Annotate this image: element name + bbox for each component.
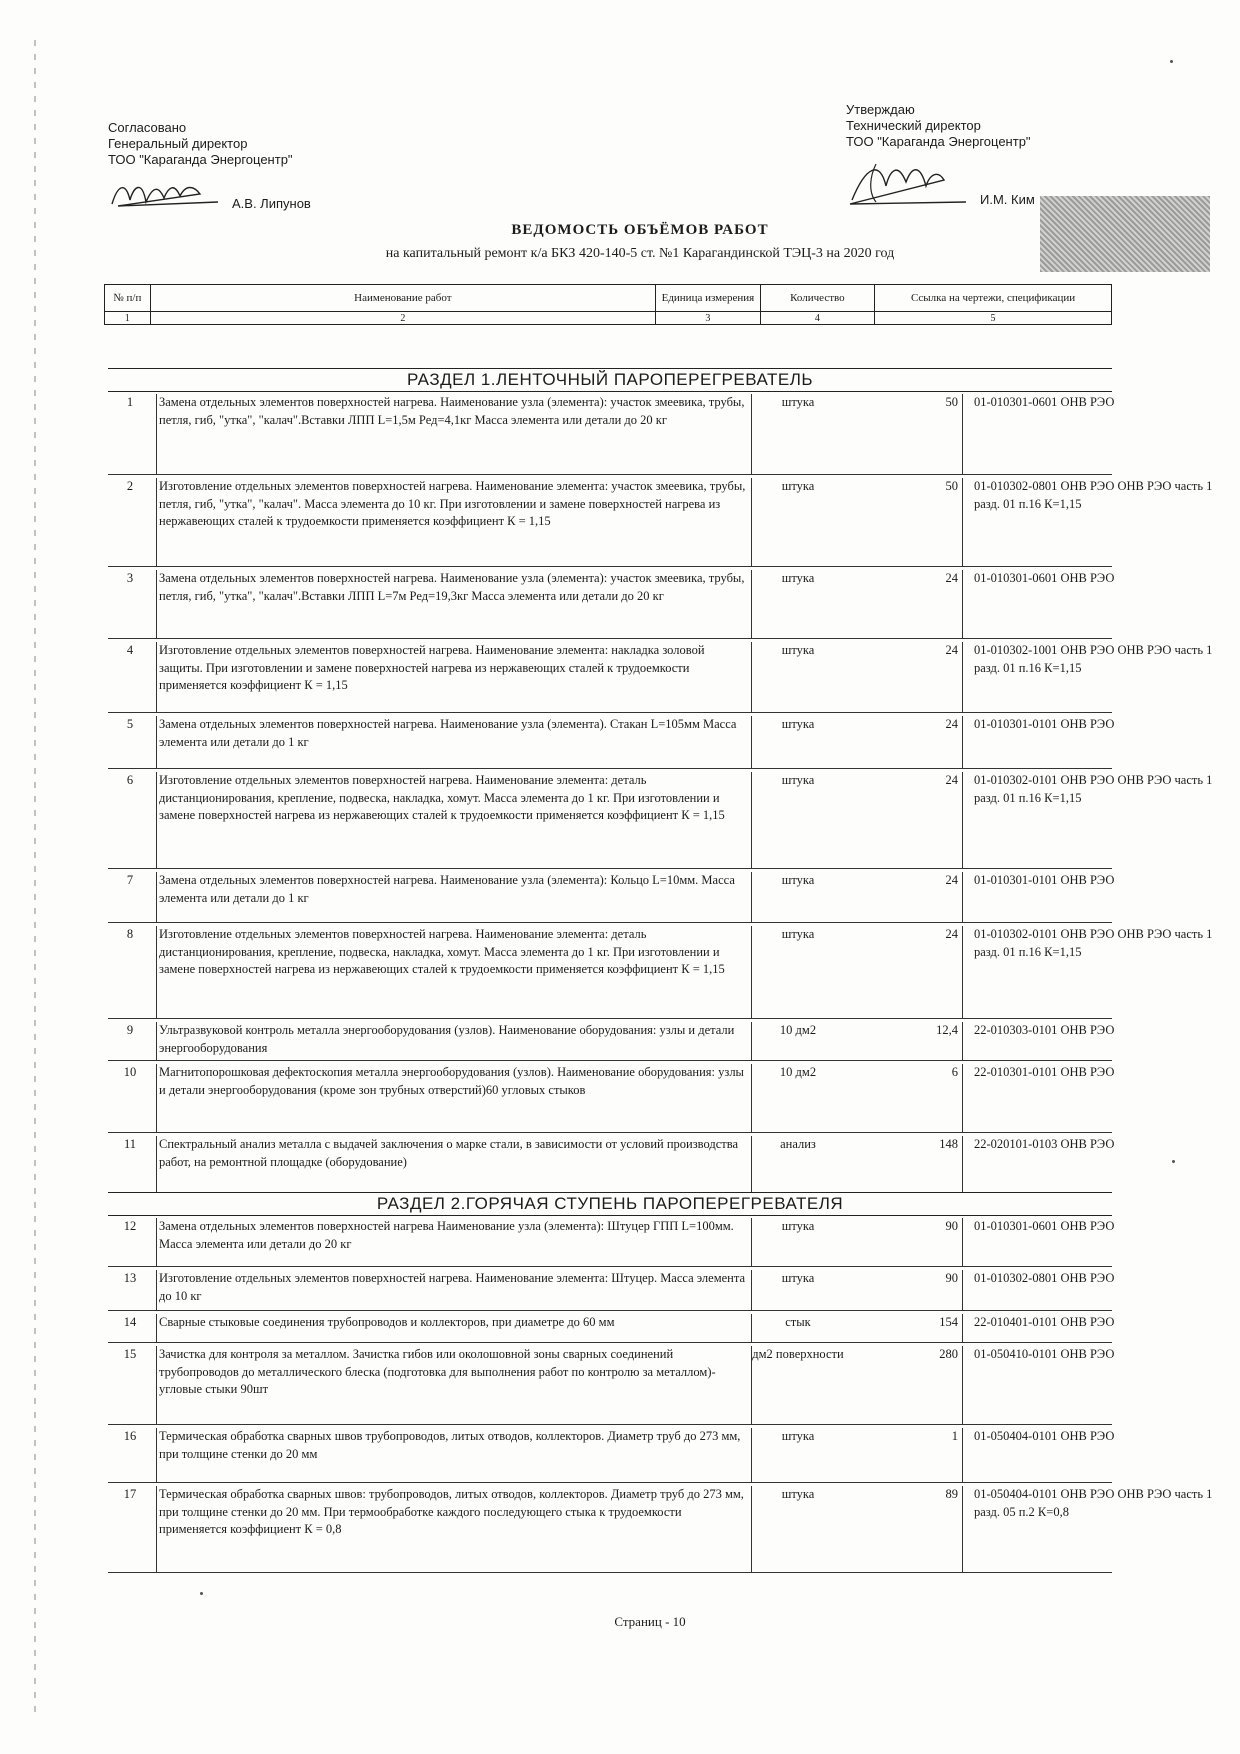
row-unit: дм2 поверхности xyxy=(752,1347,844,1361)
row-divider xyxy=(108,922,1112,923)
row-unit: штука xyxy=(781,773,815,787)
row-work-name: Ультразвуковой контроль металла энергооборудования (узлов). Наименование оборудования: узлы и детали энергооборудования xyxy=(156,1022,752,1060)
row-reference: 01-010301-0601 ОНВ РЭО xyxy=(974,1219,1115,1233)
table-row xyxy=(108,716,1115,768)
table-row xyxy=(108,1270,1115,1310)
signature-left xyxy=(108,174,228,212)
row-reference: 01-010302-0101 ОНВ РЭО ОНВ РЭО часть 1 разд. 01 п.16 К=1,15 xyxy=(974,927,1213,959)
scan-speck xyxy=(1172,1160,1175,1163)
row-unit: штука xyxy=(781,873,815,887)
header-num: № п/п xyxy=(105,285,151,312)
row-work-name: Сварные стыковые соединения трубопроводов и коллекторов, при диаметре до 60 мм xyxy=(156,1314,752,1342)
row-quantity: 1 xyxy=(848,1428,963,1482)
table-row xyxy=(108,1136,1115,1192)
row-number: 3 xyxy=(126,571,134,585)
approval-company: ТОО "Караганда Энергоцентр" xyxy=(108,152,293,167)
row-reference: 01-050404-0101 ОНВ РЭО xyxy=(974,1429,1115,1443)
row-reference: 22-020101-0103 ОНВ РЭО xyxy=(974,1137,1115,1151)
row-work-name: Изготовление отдельных элементов поверхностей нагрева. Наименование элемента: деталь дистанционирования, крепление, подвеска, накладка, хомут. Масса элемента до 1 кг. При изготовлении и замене поверхностей нагрева из нержавеющих сталей к трудоемкости применяется коэффициент К = 1,15 xyxy=(156,772,752,868)
table-row xyxy=(108,478,1213,566)
approval-agreed-block xyxy=(108,120,388,212)
row-work-name: Термическая обработка сварных швов: трубопроводов, литых отводов, коллекторов. Диаметр труб до 273 мм, при толщине стенки до 20 мм. При термообработке каждого последующего стыка к трудоемкости применяется коэффициент К = 0,8 xyxy=(156,1486,752,1572)
row-divider xyxy=(108,1482,1112,1483)
row-unit: штука xyxy=(781,479,815,493)
row-work-name: Замена отдельных элементов поверхностей нагрева Наименование узла (элемента): Штуцер ГПП L=100мм. Масса элемента или детали до 20 кг xyxy=(156,1218,752,1266)
table-row xyxy=(108,1486,1213,1572)
section-heading: РАЗДЕЛ 1.ЛЕНТОЧНЫЙ ПАРОПЕРЕГРЕВАТЕЛЬ xyxy=(108,368,1112,392)
row-unit: штука xyxy=(781,643,815,657)
row-quantity: 24 xyxy=(848,772,963,868)
row-quantity: 12,4 xyxy=(848,1022,963,1060)
row-number: 16 xyxy=(123,1429,137,1443)
row-divider xyxy=(108,712,1112,713)
row-quantity: 24 xyxy=(848,926,963,1018)
table-header xyxy=(104,284,1112,325)
row-unit: штука xyxy=(781,717,815,731)
row-divider xyxy=(108,768,1112,769)
row-quantity: 24 xyxy=(848,642,963,712)
approval-title: Утверждаю xyxy=(846,102,915,117)
row-unit: штука xyxy=(781,1271,815,1285)
row-unit: 10 дм2 xyxy=(779,1065,817,1079)
scan-speck xyxy=(200,1592,203,1595)
row-divider xyxy=(108,868,1112,869)
row-number: 6 xyxy=(126,773,134,787)
row-quantity: 50 xyxy=(848,394,963,474)
table-row xyxy=(108,1314,1115,1342)
approval-signer: И.М. Ким xyxy=(980,192,1035,207)
row-divider xyxy=(108,1310,1112,1311)
row-divider xyxy=(108,1342,1112,1343)
row-work-name: Замена отдельных элементов поверхностей нагрева. Наименование узла (элемента): участок змеевика, трубы, петля, гиб, "утка", "калач".Вставки ЛПП L=1,5м Ред=4,1кг Масса элемента или детали до 20 кг xyxy=(156,394,752,474)
row-divider xyxy=(108,474,1112,475)
row-reference: 01-010301-0601 ОНВ РЭО xyxy=(974,571,1115,585)
col-number: 5 xyxy=(875,312,1112,325)
row-unit: штука xyxy=(781,571,815,585)
table-row xyxy=(108,1428,1115,1482)
row-divider xyxy=(108,1424,1112,1425)
row-divider xyxy=(108,1060,1112,1061)
row-number: 15 xyxy=(123,1347,137,1361)
row-number: 8 xyxy=(126,927,134,941)
row-quantity: 50 xyxy=(848,478,963,566)
row-reference: 01-010301-0101 ОНВ РЭО xyxy=(974,717,1115,731)
row-divider xyxy=(108,1266,1112,1267)
header-ref: Ссылка на чертежи, спецификации xyxy=(875,285,1112,312)
row-number: 14 xyxy=(123,1315,137,1329)
approval-position: Технический директор xyxy=(846,118,981,133)
col-number: 4 xyxy=(760,312,874,325)
table-row xyxy=(108,772,1213,868)
row-number: 12 xyxy=(123,1219,137,1233)
row-reference: 22-010301-0101 ОНВ РЭО xyxy=(974,1065,1115,1079)
row-work-name: Изготовление отдельных элементов поверхностей нагрева. Наименование элемента: участок змеевика, трубы, петля, гиб, "утка", "калач". Масса элемента до 10 кг. При изготовлении и замене поверхностей нагрева из нержавеющих сталей к трудоемкости применяется коэффициент К = 1,15 xyxy=(156,478,752,566)
row-number: 9 xyxy=(126,1023,134,1037)
row-number: 4 xyxy=(126,643,134,657)
row-divider xyxy=(108,566,1112,567)
page-footer: Страниц - 10 xyxy=(614,1614,686,1629)
row-reference: 01-010302-0801 ОНВ РЭО ОНВ РЭО часть 1 разд. 01 п.16 К=1,15 xyxy=(974,479,1213,511)
row-work-name: Замена отдельных элементов поверхностей нагрева. Наименование узла (элемента). Стакан L=105мм Масса элемента или детали до 1 кг xyxy=(156,716,752,768)
row-reference: 01-010302-0801 ОНВ РЭО xyxy=(974,1271,1115,1285)
col-number: 1 xyxy=(105,312,151,325)
row-number: 7 xyxy=(126,873,134,887)
row-reference: 01-010301-0601 ОНВ РЭО xyxy=(974,395,1115,409)
table-row xyxy=(108,1218,1115,1266)
row-quantity: 280 xyxy=(848,1346,963,1424)
approval-signer: А.В. Липунов xyxy=(232,196,311,211)
row-number: 5 xyxy=(126,717,134,731)
row-unit: штука xyxy=(781,395,815,409)
row-divider xyxy=(108,1572,1112,1573)
row-work-name: Спектральный анализ металла с выдачей заключения о марке стали, в зависимости от условий производства работ, на ремонтной площадке (оборудование) xyxy=(156,1136,752,1192)
row-unit: анализ xyxy=(780,1137,816,1151)
row-unit: 10 дм2 xyxy=(779,1023,817,1037)
row-reference: 01-050404-0101 ОНВ РЭО ОНВ РЭО часть 1 разд. 05 п.2 К=0,8 xyxy=(974,1487,1213,1519)
table-row xyxy=(108,1346,1115,1424)
stamp-image xyxy=(1040,196,1210,272)
row-quantity: 148 xyxy=(848,1136,963,1192)
table-row xyxy=(108,872,1115,922)
row-reference: 01-050410-0101 ОНВ РЭО xyxy=(974,1347,1115,1361)
table-row xyxy=(108,1022,1115,1060)
row-unit: штука xyxy=(781,1487,815,1501)
header-name: Наименование работ xyxy=(150,285,656,312)
table-row xyxy=(108,1064,1115,1132)
row-unit: штука xyxy=(781,1429,815,1443)
row-work-name: Изготовление отдельных элементов поверхностей нагрева. Наименование элемента: Штуцер. Масса элемента до 10 кг xyxy=(156,1270,752,1310)
table-row xyxy=(108,570,1115,638)
row-reference: 01-010301-0101 ОНВ РЭО xyxy=(974,873,1115,887)
row-number: 11 xyxy=(123,1137,137,1151)
table-row xyxy=(108,926,1213,1018)
col-number: 3 xyxy=(656,312,761,325)
row-unit: штука xyxy=(781,1219,815,1233)
row-number: 1 xyxy=(126,395,134,409)
row-number: 17 xyxy=(123,1487,137,1501)
row-reference: 01-010302-1001 ОНВ РЭО ОНВ РЭО часть 1 разд. 01 п.16 К=1,15 xyxy=(974,643,1213,675)
row-number: 10 xyxy=(123,1065,137,1079)
row-number: 13 xyxy=(123,1271,137,1285)
row-work-name: Термическая обработка сварных швов трубопроводов, литых отводов, коллекторов. Диаметр труб до 273 мм, при толщине стенки до 20 мм xyxy=(156,1428,752,1482)
signature-right xyxy=(846,156,976,208)
row-reference: 01-010302-0101 ОНВ РЭО ОНВ РЭО часть 1 разд. 01 п.16 К=1,15 xyxy=(974,773,1213,805)
row-quantity: 24 xyxy=(848,872,963,922)
row-unit: штука xyxy=(781,927,815,941)
row-work-name: Замена отдельных элементов поверхностей нагрева. Наименование узла (элемента): участок змеевика, трубы, петля, гиб, "утка", "калач".Вставки ЛПП L=7м Ред=19,3кг Масса элемента или детали до 20 кг xyxy=(156,570,752,638)
scan-edge xyxy=(34,40,36,1720)
header-unit: Единица измерения xyxy=(656,285,761,312)
row-quantity: 6 xyxy=(848,1064,963,1132)
row-divider xyxy=(108,1132,1112,1133)
row-number: 2 xyxy=(126,479,134,493)
row-work-name: Изготовление отдельных элементов поверхностей нагрева. Наименование элемента: деталь дистанционирования, крепление, подвеска, накладка, хомут. Масса элемента до 1 кг. При изготовлении и замене поверхностей нагрева из нержавеющих сталей к трудоемкости применяется коэффициент К = 1,15 xyxy=(156,926,752,1018)
row-quantity: 154 xyxy=(848,1314,963,1342)
row-divider xyxy=(108,1018,1112,1019)
row-reference: 22-010401-0101 ОНВ РЭО xyxy=(974,1315,1115,1329)
row-work-name: Магнитопорошковая дефектоскопия металла энергооборудования (узлов). Наименование оборудования: узлы и детали энергооборудования (кроме зон трубных отверстий)60 угловых стыков xyxy=(156,1064,752,1132)
row-unit: стык xyxy=(785,1315,811,1329)
document-title: ВЕДОМОСТЬ ОБЪЁМОВ РАБОТ xyxy=(511,222,769,238)
row-quantity: 89 xyxy=(848,1486,963,1572)
approval-company: ТОО "Караганда Энергоцентр" xyxy=(846,134,1031,149)
table-row xyxy=(108,394,1115,474)
table-row xyxy=(108,642,1213,712)
row-work-name: Замена отдельных элементов поверхностей нагрева. Наименование узла (элемента): Кольцо L=10мм. Масса элемента или детали до 1 кг xyxy=(156,872,752,922)
document-subtitle: на капитальный ремонт к/а БКЗ 420-140-5 ст. №1 Карагандинской ТЭЦ-3 на 2020 год xyxy=(385,246,895,261)
row-divider xyxy=(108,638,1112,639)
approval-title: Согласовано xyxy=(108,120,187,135)
row-quantity: 24 xyxy=(848,716,963,768)
row-reference: 22-010303-0101 ОНВ РЭО xyxy=(974,1023,1115,1037)
row-quantity: 90 xyxy=(848,1218,963,1266)
scan-speck xyxy=(1170,60,1173,63)
approval-approved-block xyxy=(846,102,1126,208)
section-heading: РАЗДЕЛ 2.ГОРЯЧАЯ СТУПЕНЬ ПАРОПЕРЕГРЕВАТЕЛЯ xyxy=(108,1192,1112,1216)
row-quantity: 24 xyxy=(848,570,963,638)
row-quantity: 90 xyxy=(848,1270,963,1310)
approval-position: Генеральный директор xyxy=(108,136,248,151)
col-number: 2 xyxy=(150,312,656,325)
header-qty: Количество xyxy=(760,285,874,312)
row-work-name: Зачистка для контроля за металлом. Зачистка гибов или околошовной зоны сварных соединений трубопроводов до металлического блеска (подготовка для выполнения работ по контролю за металлом)- угловые стыки 90шт xyxy=(156,1346,752,1424)
row-work-name: Изготовление отдельных элементов поверхностей нагрева. Наименование элемента: накладка золовой защиты. При изготовлении и замене поверхностей нагрева из нержавеющих сталей к трудоемкости применяется коэффициент К = 1,15 xyxy=(156,642,752,712)
